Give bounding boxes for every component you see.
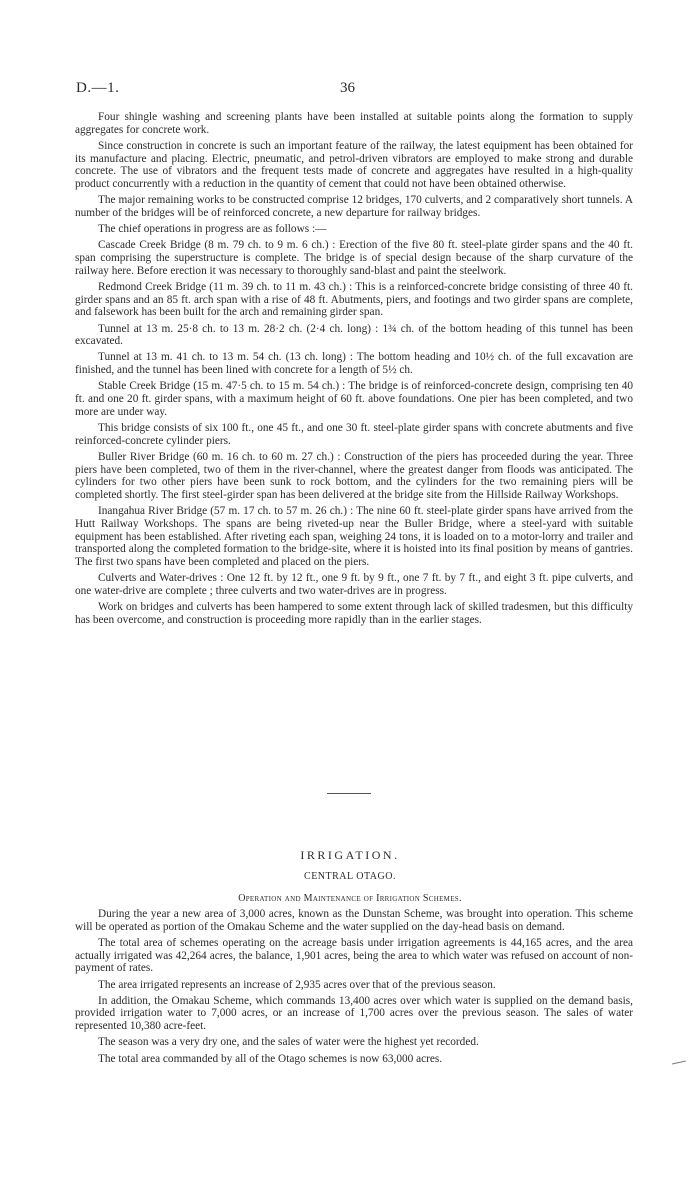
paragraph: Buller River Bridge (60 m. 16 ch. to 60 m. 27 ch.) : Construction of the piers has proceeded during the year. Three piers have been completed, two of them in the river-channel, where the greatest danger from floods was anticipated. The cylinders for two other piers have been sunk to rock bottom, and the cylinders for the two remaining piers will be completed shortly. The first steel-girder span has been delivered at the bridge site from the Hillside Railway Workshops. xyxy=(75,450,633,501)
section-subtitle: CENTRAL OTAGO. xyxy=(304,871,396,882)
railway-section xyxy=(75,111,633,630)
section-heading: Operation and Maintenance of Irrigation Schemes. xyxy=(238,893,462,904)
paragraph: Four shingle washing and screening plants have been installed at suitable points along the formation to supply aggregates for concrete work. xyxy=(75,111,633,136)
paragraph: The total area commanded by all of the Otago schemes is now 63,000 acres. xyxy=(98,1052,443,1065)
paragraph: This bridge consists of six 100 ft., one 45 ft., and one 30 ft. steel-plate girder spans with concrete abutments and five reinforced-concrete cylinder piers. xyxy=(75,421,633,447)
paragraph: Redmond Creek Bridge (11 m. 39 ch. to 11 m. 43 ch.) : This is a reinforced-concrete bridge consisting of three 40 ft. girder spans and an 85 ft. arch span with a rise of 48 ft. Abutments, piers, and footings and two girder spans are complete, and falsework has been built for the arch and remaining girder span. xyxy=(75,280,633,319)
section-divider xyxy=(327,793,371,794)
paragraph: Culverts and Water-drives : One 12 ft. by 12 ft., one 9 ft. by 9 ft., one 7 ft. by 7 ft., and eight 3 ft. pipe culverts, and one water-drive are complete ; three culverts and two water-drives are in progress. xyxy=(75,572,633,597)
document-reference: D.—1. xyxy=(76,80,120,96)
paragraph: The area irrigated represents an increase of 2,935 acres over that of the previous season. xyxy=(98,978,496,991)
paragraph: The season was a very dry one, and the sales of water were the highest yet recorded. xyxy=(98,1036,479,1049)
paragraph: Tunnel at 13 m. 25·8 ch. to 13 m. 28·2 ch. (2·4 ch. long) : 1¾ ch. of the bottom heading of this tunnel has been excavated. xyxy=(75,322,633,348)
paragraph: During the year a new area of 3,000 acres, known as the Dunstan Scheme, was brought into operation. This scheme will be operated as portion of the Omakau Scheme and the water supplied on the day-head basis on demand. xyxy=(75,908,633,933)
page-number: 36 xyxy=(340,80,355,96)
paragraph: Since construction in concrete is such an important feature of the railway, the latest equipment has been obtained for its manufacture and placing. Electric, pneumatic, and petrol-driven vibrators are employed to make strong and durable concrete. The use of vibrators and the frequent tests made of concrete and aggregates have resulted in a high-quality product concurrently with a reduction in the quantity of cement that could not have been obtained otherwise. xyxy=(75,139,633,191)
paragraph: Inangahua River Bridge (57 m. 17 ch. to 57 m. 26 ch.) : The nine 60 ft. steel-plate girder spans have arrived from the Hutt Railway Workshops. The spans are being riveted-up near the Buller Bridge, where a steel-yard with suitable equipment has been established. After riveting each span, weighing 24 tons, it is loaded on to a motor-lorry and trailer and transported along the completed formation to the bridge-site, where it is hoisted into its final position by means of gantries. The first two spans have been completed and placed on the piers. xyxy=(75,505,633,568)
paragraph: Tunnel at 13 m. 41 ch. to 13 m. 54 ch. (13 ch. long) : The bottom heading and 10½ ch. of the full excavation are finished, and the tunnel has been lined with concrete for a length of 5½ ch. xyxy=(75,351,633,377)
paragraph: Work on bridges and culverts has been hampered to some extent through lack of skilled tradesmen, but this difficulty has been overcome, and construction is proceeding more rapidly than in the earlier stages. xyxy=(75,601,633,626)
paragraph: Stable Creek Bridge (15 m. 47·5 ch. to 15 m. 54 ch.) : The bridge is of reinforced-concrete design, comprising ten 40 ft. and one 20 ft. girder spans, with a maximum height of 60 ft. above foundations. One pier has been completed, and two more are under way. xyxy=(75,380,633,418)
paragraph: The major remaining works to be constructed comprise 12 bridges, 170 culverts, and 2 comparatively short tunnels. A number of the bridges will be of reinforced concrete, a new departure for railway bridges. xyxy=(75,194,633,219)
margin-mark xyxy=(672,1061,686,1065)
paragraph: In addition, the Omakau Scheme, which commands 13,400 acres over which water is supplied on the demand basis, provided irrigation water to 7,000 acres, or an increase of 1,700 acres over the previous season. The sales of water represented 10,380 acre-feet. xyxy=(75,994,633,1033)
section-title: IRRIGATION. xyxy=(300,848,400,862)
paragraph: Cascade Creek Bridge (8 m. 79 ch. to 9 m. 6 ch.) : Erection of the five 80 ft. steel-plate girder spans and the 40 ft. span comprising the superstructure is complete. The bridge is of special design because of the sharp curvature of the railway here. Before erection it was necessary to thoroughly sand-blast and paint the steelwork. xyxy=(75,239,633,277)
irrigation-section xyxy=(75,908,633,1069)
paragraph: The total area of schemes operating on the acreage basis under irrigation agreements is 44,165 acres, and the area actually irrigated was 42,264 acres, the balance, 1,901 acres, being the area to which water was refused on account of non-payment of rates. xyxy=(75,936,633,975)
paragraph: The chief operations in progress are as follows :— xyxy=(98,223,327,236)
